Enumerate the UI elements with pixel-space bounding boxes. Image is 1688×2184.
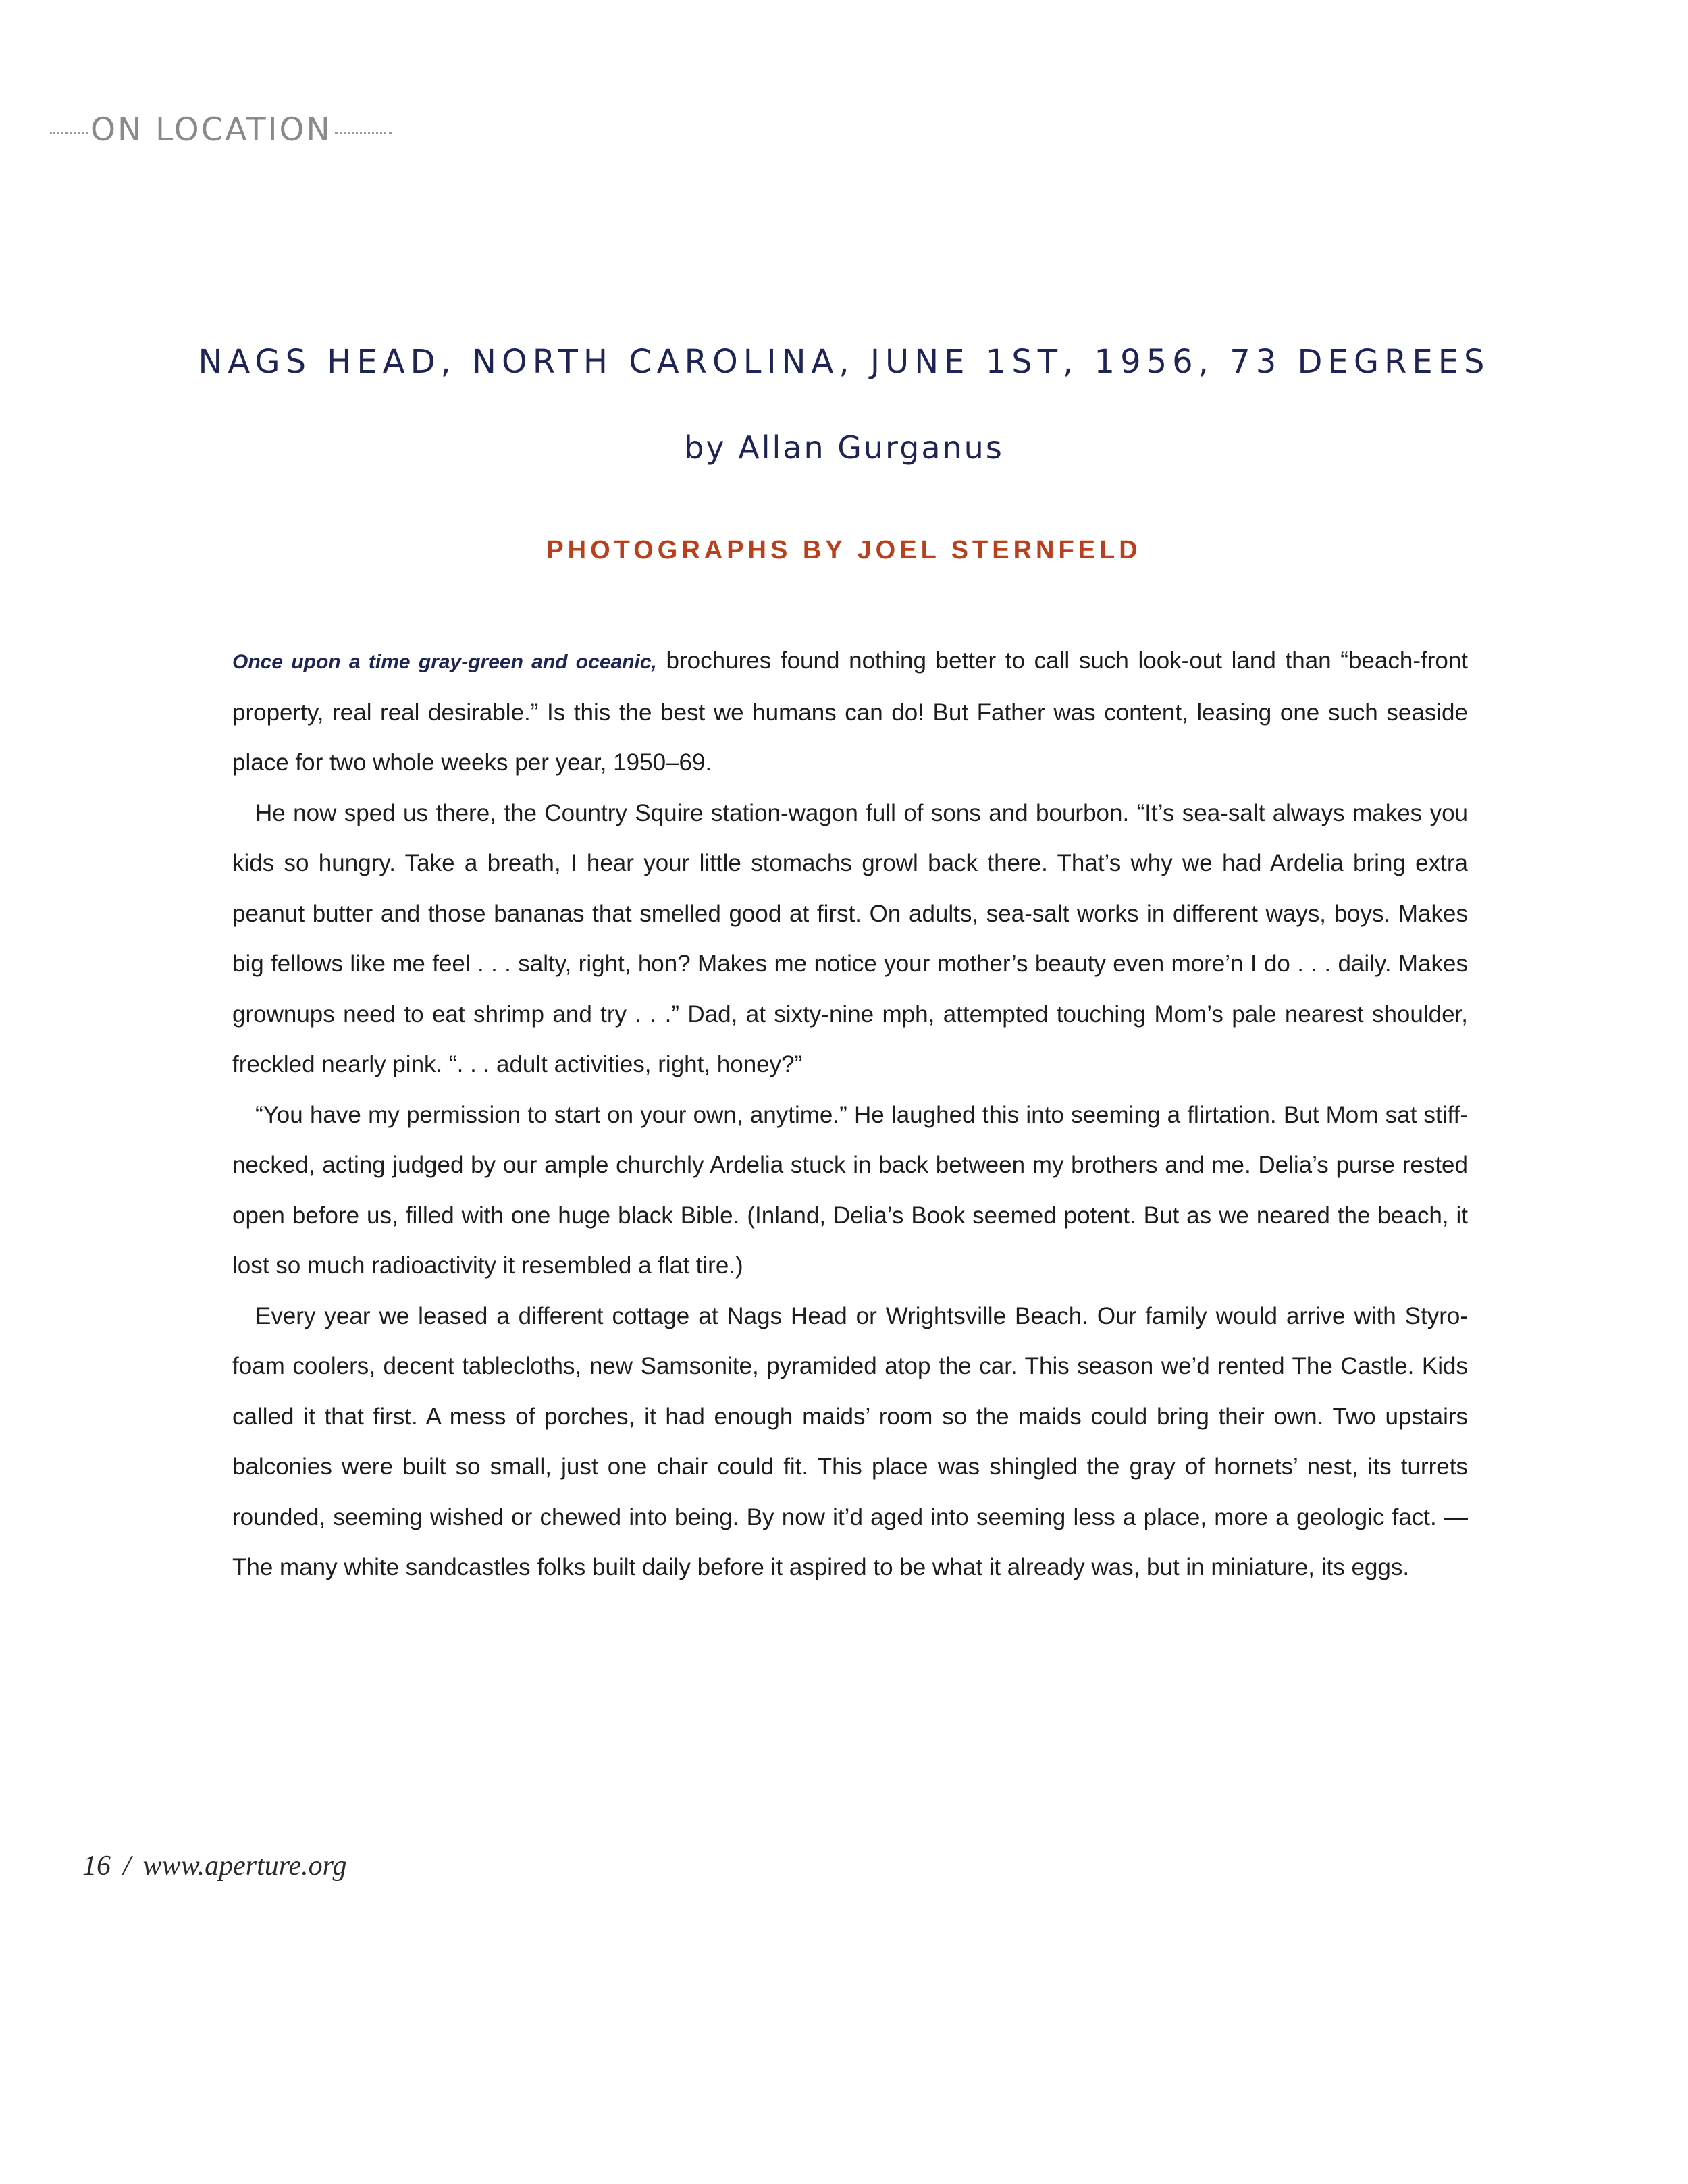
paragraph-1 (232, 636, 1468, 789)
article-title: NAGS HEAD, NORTH CAROLINA, JUNE 1ST, 1956, 73 DEGREES (198, 343, 1490, 381)
section-label-text: ON LOCATION (90, 111, 332, 149)
paragraph-1-text: brochures found nothing better to call such look-out land than “beach-front property, real real desirable.” Is this the best we humans can do! But Father was content, leasing one such seaside place for two whole weeks per year, 1950–69. (232, 647, 1469, 776)
dotted-rule-right (335, 132, 392, 134)
footer-url[interactable]: www.aperture.org (142, 1850, 347, 1882)
paragraph-4: Every year we leased a different cottage at Nags Head or Wrightsville Beach. Our family would arrive with Styro-foam coolers, decent tablecloths, new Samsonite, pyramided atop the car. This season we’d rented The Castle. Kids called it that first. A mess of porches, it had enough maids’ room so the maids could bring their own. Two upstairs balconies were built so small, just one chair could fit. This place was shingled the gray of hornets’ nest, its turrets rounded, seeming wished or chewed into being. By now it’d aged into seeming less a place, more a geologic fact. —The many white sandcastles folks built daily before it aspired to be what it already was, but in miniature, its eggs. (232, 1302, 1468, 1580)
photo-credit: PHOTOGRAPHS BY JOEL STERNFELD (546, 536, 1142, 564)
dotted-rule-left (50, 132, 88, 134)
paragraph-2: He now sped us there, the Country Squire station-wagon full of sons and bourbon. “It’s sea-salt always makes you kids so hungry. Take a breath, I hear your little stomachs growl back there. That’s why we had Ardelia bring extra peanut butter and those bananas that smelled good at first. On adults, sea-salt works in different ways, boys. Makes big fellows like me feel . . . salty, right, hon? Makes me notice your mother’s beauty even more’n I do . . . daily. Makes grownups need to eat shrimp and try . . .” Dad, at sixty-nine mph, attempted touching Mom’s pale nearest shoulder, freckled nearly pink. “. . . adult activities, right, honey?” (232, 799, 1468, 1077)
page-number: 16 (82, 1850, 111, 1882)
footer-separator: / (123, 1850, 131, 1882)
lead-in: Once upon a time gray-green and oceanic, (232, 651, 657, 673)
article-byline: by Allan Gurganus (684, 429, 1004, 466)
paragraph-3: “You have my permission to start on your own, anytime.” He laughed this into seeming a flirtation. But Mom sat stiff-necked, acting judged by our ample churchly Ardelia stuck in back between my brothers and me. Delia’s purse rested open before us, filled with one huge black Bible. (Inland, Delia’s Book seemed potent. But as we neared the beach, it lost so much radioactivity it resembled a flat tire.) (232, 1101, 1468, 1279)
section-label (50, 107, 392, 154)
page-footer (82, 1850, 346, 1882)
article-body (232, 636, 1468, 1593)
